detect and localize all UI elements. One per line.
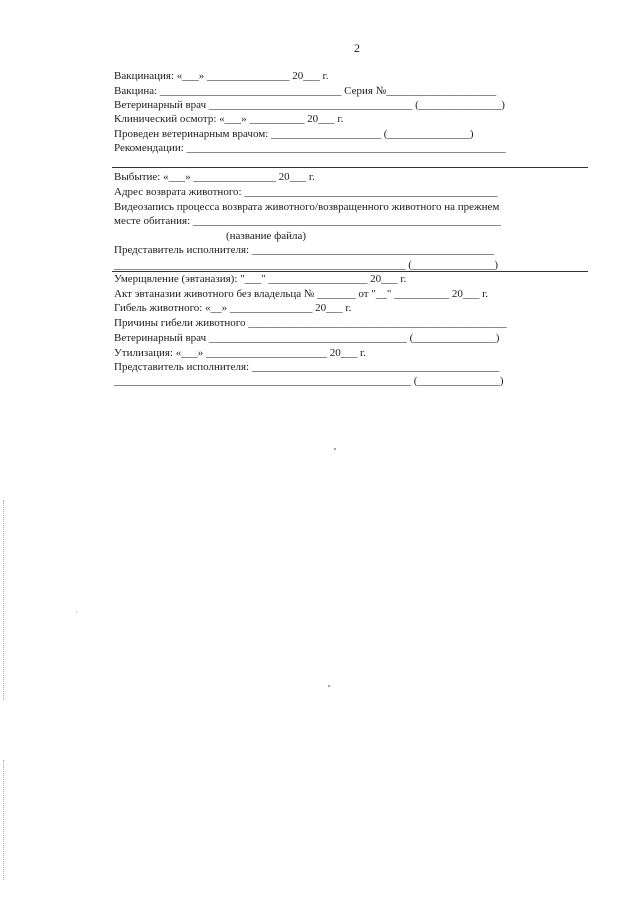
contractor-rep-signature-line: _____________________________________________________ (_______________) xyxy=(114,259,499,271)
recommendations-line: Рекомендации: __________________________________________________________ xyxy=(114,142,506,154)
departure-date-line: Выбытие: «___» _______________ 20___ г. xyxy=(114,171,315,183)
file-name-caption: (название файла) xyxy=(226,230,307,242)
video-record-line: Видеозапись процесса возврата животного/возвращенного животного на прежнем xyxy=(114,201,500,213)
scan-speck xyxy=(76,612,77,613)
clinical-exam-line: Клинический осмотр: «___» __________ 20___ г. xyxy=(114,113,344,125)
section-divider xyxy=(112,271,588,272)
vet-doctor-line-2: Ветеринарный врач ____________________________________ (_______________) xyxy=(114,332,500,344)
scan-speck xyxy=(328,685,330,687)
death-date-line: Гибель животного: «__» _______________ 20___ г. xyxy=(114,302,352,314)
scan-edge-mark xyxy=(3,500,5,700)
habitat-place-line: месте обитания: ________________________________________________________ xyxy=(114,215,501,227)
page-number: 2 xyxy=(354,41,360,55)
return-address-line: Адрес возврата животного: ______________________________________________ xyxy=(114,186,498,198)
contractor-rep-line-2: Представитель исполнителя: _____________________________________________ xyxy=(114,361,500,373)
death-cause-line: Причины гибели животного _______________________________________________ xyxy=(114,317,507,329)
scan-edge-mark xyxy=(3,760,5,880)
contractor-rep-signature-line-2: ______________________________________________________ (_______________) xyxy=(114,375,504,387)
euthanasia-line: Умерщвление (эвтаназия): "___" __________________ 20___ г. xyxy=(114,273,407,285)
disposal-line: Утилизация: «___» ______________________ 20___ г. xyxy=(114,347,366,359)
euthanasia-act-line: Акт эвтаназии животного без владельца № _______ от "__" __________ 20___ г. xyxy=(114,288,489,300)
section-divider xyxy=(112,167,588,168)
vaccination-date-line: Вакцинация: «___» _______________ 20___ г. xyxy=(114,70,329,82)
scan-speck xyxy=(334,448,336,450)
vet-doctor-line: Ветеринарный врач _____________________________________ (_______________) xyxy=(114,99,505,111)
exam-by-vet-line: Проведен ветеринарным врачом: ____________________ (_______________) xyxy=(114,128,474,140)
contractor-rep-line: Представитель исполнителя: ____________________________________________ xyxy=(114,244,494,256)
vaccine-series-line: Вакцина: _________________________________ Серия №____________________ xyxy=(114,85,497,97)
